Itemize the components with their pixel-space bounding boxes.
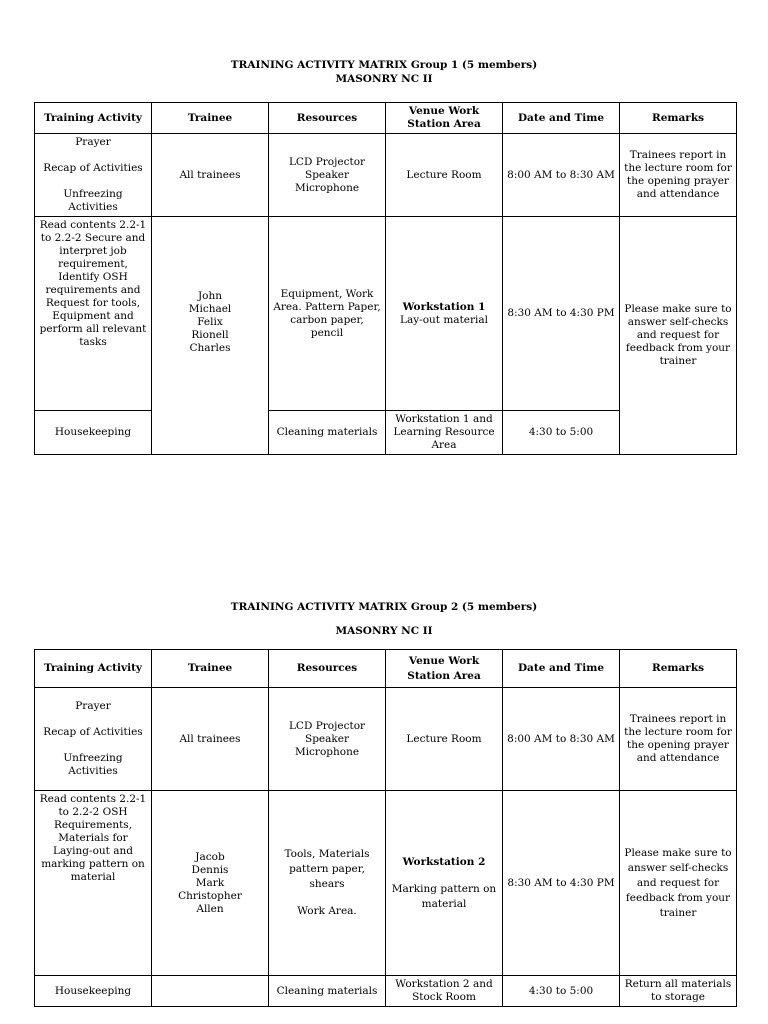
- resources-cell: [269, 791, 386, 976]
- resources-cell: Cleaning materials: [269, 976, 386, 1007]
- header-training-activity: Training Activity: [35, 650, 152, 688]
- resource-item: LCD Projector: [288, 719, 366, 732]
- header-trainee: Trainee: [152, 650, 269, 688]
- activity-cell: Read contents 2.2-1 to 2.2-2 Secure and interpret job requirement, Identify OSH requirements and Request for tools, Equipment and perform all relevant tasks: [35, 217, 152, 411]
- resources-cell: Equipment, Work Area. Pattern Paper, carbon paper, pencil: [269, 217, 386, 411]
- activity-unfreezing: Unfreezing Activities: [63, 752, 123, 777]
- trainee-cell: [152, 791, 269, 976]
- venue-cell: Lecture Room: [386, 688, 503, 791]
- activity-recap: Recap of Activities: [43, 726, 143, 738]
- date-time-cell: 8:30 AM to 4:30 PM: [503, 791, 620, 976]
- activity-prayer: Prayer: [75, 136, 111, 148]
- trainee-name: Felix: [197, 316, 223, 328]
- table-row: [35, 134, 737, 217]
- venue-cell: Workstation 2 and Stock Room: [386, 976, 503, 1007]
- workstation-desc: Lay-out material: [400, 313, 488, 326]
- workstation-title: Workstation 1: [402, 300, 486, 313]
- resource-item: Speaker: [305, 732, 349, 745]
- trainee-name: Christopher: [178, 889, 242, 902]
- activity-cell: Housekeeping: [35, 411, 152, 455]
- header-trainee: Trainee: [152, 103, 269, 134]
- trainee-name: John: [197, 290, 223, 302]
- header-venue: Venue Work Station Area: [386, 103, 503, 134]
- date-time-cell: 8:00 AM to 8:30 AM: [503, 688, 620, 791]
- table-row: [35, 688, 737, 791]
- activity-cell: [35, 688, 152, 791]
- activity-unfreezing: Unfreezing Activities: [63, 188, 123, 213]
- venue-cell: [386, 791, 503, 976]
- venue-cell: [386, 217, 503, 411]
- remarks-cell: Return all materials to storage: [620, 976, 737, 1007]
- remarks-cell: Please make sure to answer self-checks and request for feedback from your trainer: [620, 791, 737, 976]
- resource-work-area: Work Area.: [297, 905, 357, 917]
- activity-cell: Housekeeping: [35, 976, 152, 1007]
- remarks-cell: Trainees report in the lecture room for the opening prayer and attendance: [620, 688, 737, 791]
- header-date-time: Date and Time: [503, 103, 620, 134]
- workstation-title: Workstation 2: [402, 855, 486, 868]
- date-time-cell: 8:00 AM to 8:30 AM: [503, 134, 620, 217]
- resources-cell: [269, 688, 386, 791]
- group1-matrix-table: [34, 102, 737, 455]
- activity-cell: [35, 134, 152, 217]
- venue-cell: Workstation 1 and Learning Resource Area: [386, 411, 503, 455]
- table-row: [35, 791, 737, 976]
- resources-cell: [269, 134, 386, 217]
- header-resources: Resources: [269, 103, 386, 134]
- header-row: [35, 650, 737, 688]
- activity-recap: Recap of Activities: [43, 162, 143, 174]
- table-row: [35, 976, 737, 1007]
- trainee-name: Dennis: [191, 863, 229, 876]
- trainee-name: Charles: [189, 342, 231, 354]
- date-time-cell: 4:30 to 5:00: [503, 976, 620, 1007]
- header-training-activity: Training Activity: [35, 103, 152, 134]
- header-remarks: Remarks: [620, 650, 737, 688]
- table-row: [35, 217, 737, 411]
- date-time-cell: 8:30 AM to 4:30 PM: [503, 217, 620, 411]
- group2-subtitle: MASONRY NC II: [335, 625, 433, 637]
- workstation-desc: Marking pattern on material: [391, 882, 497, 910]
- trainee-name: Michael: [188, 303, 232, 315]
- resource-item: Speaker: [305, 168, 349, 181]
- activity-prayer: Prayer: [75, 700, 111, 712]
- header-remarks: Remarks: [620, 103, 737, 134]
- group2-matrix-table: [34, 649, 737, 1007]
- remarks-cell: Trainees report in the lecture room for the opening prayer and attendance: [620, 134, 737, 217]
- trainee-name: Jacob: [195, 850, 225, 863]
- trainee-cell: [152, 217, 269, 455]
- resource-item: Microphone: [294, 181, 360, 194]
- header-date-time: Date and Time: [503, 650, 620, 688]
- group1-subtitle: MASONRY NC II: [335, 73, 433, 85]
- group1-title: TRAINING ACTIVITY MATRIX Group 1 (5 members): [230, 59, 538, 71]
- trainee-name: Rionell: [191, 329, 229, 341]
- resource-item: Microphone: [294, 745, 360, 758]
- trainee-cell: [152, 976, 269, 1007]
- date-time-cell: 4:30 to 5:00: [503, 411, 620, 455]
- header-venue: Venue Work Station Area: [386, 650, 503, 688]
- trainee-name: Allen: [196, 902, 224, 915]
- trainee-cell: All trainees: [152, 134, 269, 217]
- remarks-cell: Please make sure to answer self-checks and request for feedback from your trainer: [620, 217, 737, 455]
- header-resources: Resources: [269, 650, 386, 688]
- venue-cell: Lecture Room: [386, 134, 503, 217]
- resource-list: Tools, Materials pattern paper, shears: [284, 848, 370, 890]
- resource-item: LCD Projector: [288, 155, 366, 168]
- trainee-cell: All trainees: [152, 688, 269, 791]
- resources-cell: Cleaning materials: [269, 411, 386, 455]
- trainee-name: Mark: [195, 876, 225, 889]
- header-row: [35, 103, 737, 134]
- activity-cell: Read contents 2.2-1 to 2.2-2 OSH Requirements, Materials for Laying-out and marking pattern on material: [35, 791, 152, 976]
- group2-title: TRAINING ACTIVITY MATRIX Group 2 (5 members): [230, 601, 538, 613]
